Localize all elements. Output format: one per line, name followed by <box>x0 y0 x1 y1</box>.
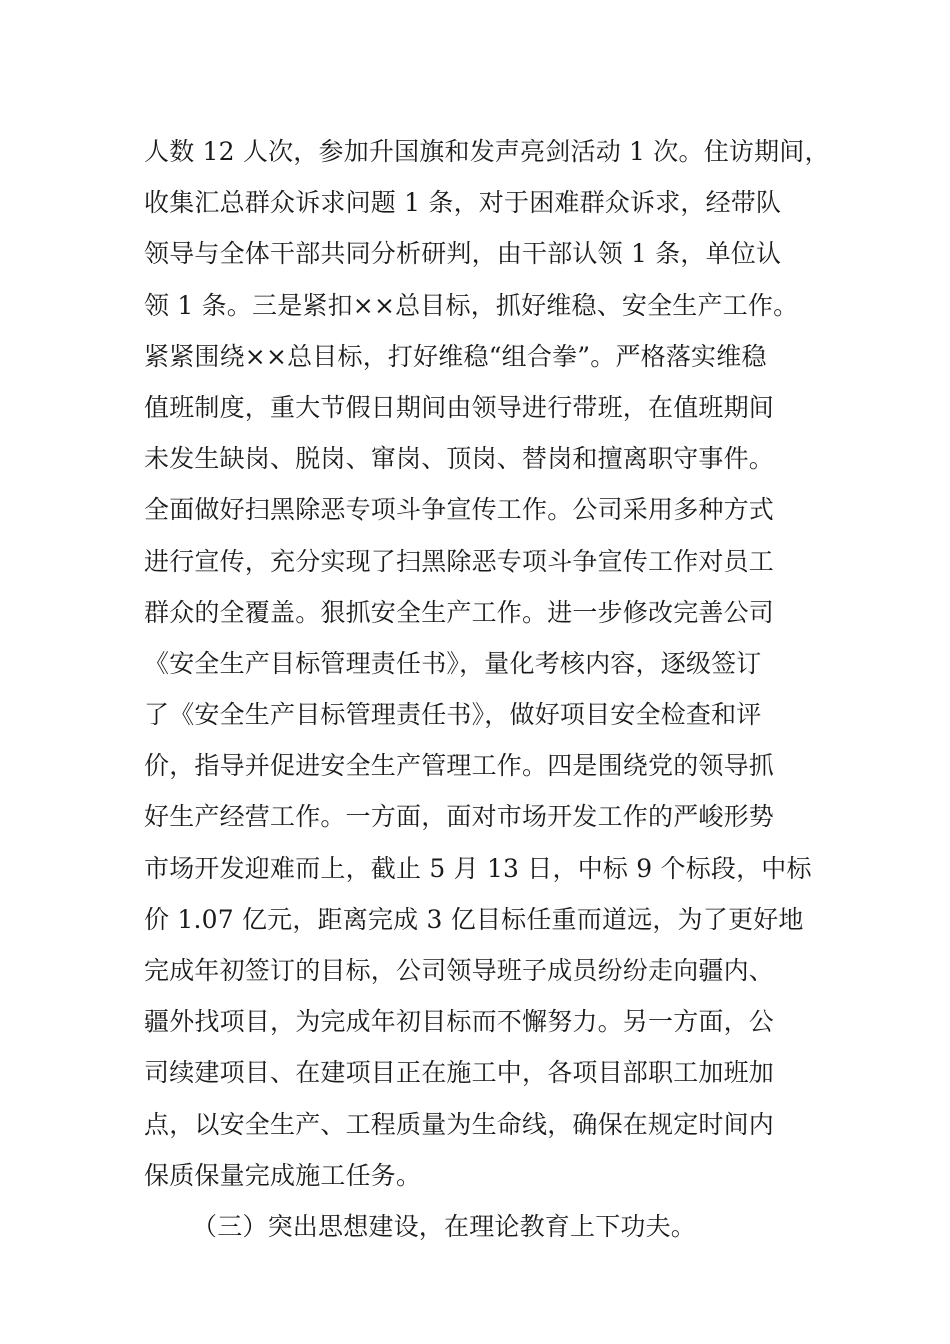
text-line: 收集汇总群众诉求问题 1 条，对于困难群众诉求，经带队 <box>144 188 782 218</box>
text-line: 紧紧围绕××总目标，打好维稳“组合拳”。严格落实维稳 <box>144 341 767 371</box>
text-line: 点，以安全生产、工程质量为生命线，确保在规定时间内 <box>144 1109 775 1139</box>
text-line: 领 1 条。三是紧扣××总目标，抓好维稳、安全生产工作。 <box>144 290 799 320</box>
text-line: 完成年初签订的目标，公司领导班子成员纷纷走向疆内、 <box>144 956 775 985</box>
text-line: 值班制度，重大节假日期间由领导进行带班，在值班期间 <box>144 392 775 422</box>
section-heading: （三）突出思想建设，在理论教育上下功夫。 <box>192 1211 697 1241</box>
text-line: 市场开发迎难而上，截止 5 月 13 日，中标 9 个标段，中标 <box>144 853 812 883</box>
text-line: 司续建项目、在建项目正在施工中，各项目部职工加班加 <box>144 1058 775 1088</box>
text-line: 人数 12 人次，参加升国旗和发声亮剑活动 1 次。住访期间， <box>144 137 830 166</box>
text-line: 价 1.07 亿元，距离完成 3 亿目标任重而道远，为了更好地 <box>144 904 804 934</box>
text-line: 好生产经营工作。一方面，面对市场开发工作的严峻形势 <box>144 802 775 832</box>
text-line: 价，指导并促进安全生产管理工作。四是围绕党的领导抓 <box>144 751 775 781</box>
document-body <box>144 126 830 1252</box>
text-line: 了《安全生产目标管理责任书》，做好项目安全检查和评 <box>144 700 762 730</box>
text-line: 领导与全体干部共同分析研判，由干部认领 1 条，单位认 <box>144 239 782 269</box>
text-line: 群众的全覆盖。狠抓安全生产工作。进一步修改完善公司 <box>144 597 775 627</box>
text-line: 《安全生产目标管理责任书》，量化考核内容，逐级签订 <box>144 648 762 678</box>
text-line: 疆外找项目，为完成年初目标而不懈努力。另一方面，公 <box>144 1007 775 1037</box>
text-line: 未发生缺岗、脱岗、窜岗、顶岗、替岗和擅离职守事件。 <box>144 444 775 474</box>
text-line: 进行宣传，充分实现了扫黑除恶专项斗争宣传工作对员工 <box>144 546 775 576</box>
text-line: 保质保量完成施工任务。 <box>144 1160 422 1190</box>
text-line: 全面做好扫黑除恶专项斗争宣传工作。公司采用多种方式 <box>144 495 775 525</box>
